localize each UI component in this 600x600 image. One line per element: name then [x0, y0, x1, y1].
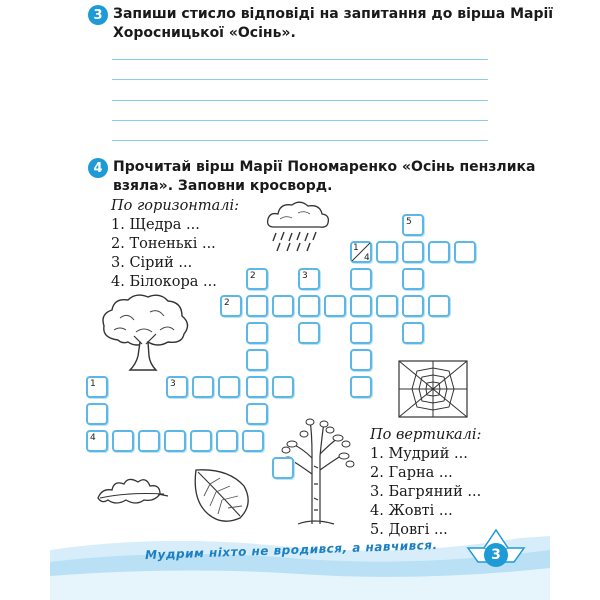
task-3-number: 3: [88, 5, 108, 25]
task-3-instruction-line1: Запиши стисло відповіді на запитання до вірша Марії: [113, 6, 554, 22]
vertical-clues-heading: По вертикалі:: [370, 427, 482, 443]
crossword-cell[interactable]: [324, 295, 346, 317]
crossword-cell[interactable]: [242, 430, 264, 452]
page-number: 3: [484, 543, 508, 567]
task-4-instruction-line2: взяла». Заповни кросворд.: [113, 178, 333, 194]
crossword-cell[interactable]: [350, 349, 372, 371]
crossword-cell[interactable]: [298, 295, 320, 317]
leaf-icon: [188, 466, 254, 526]
crossword-cell[interactable]: [350, 322, 372, 344]
oak-leaf-icon: [92, 470, 170, 510]
crossword-cell[interactable]: [350, 376, 372, 398]
crossword-cell[interactable]: [350, 268, 372, 290]
crossword-cell[interactable]: [86, 403, 108, 425]
crossword-cell[interactable]: [402, 241, 424, 263]
crossword-cell[interactable]: [246, 349, 268, 371]
crossword-number: 3: [170, 379, 176, 389]
vertical-clue-5: 5. Довгі ...: [370, 522, 448, 538]
crossword-cell[interactable]: [454, 241, 476, 263]
crossword-cell[interactable]: [218, 376, 240, 398]
answer-line-5[interactable]: [112, 140, 488, 141]
vertical-clue-1: 1. Мудрий ...: [370, 446, 468, 462]
tree-icon: [96, 292, 194, 372]
crossword-cell[interactable]: [216, 430, 238, 452]
footer-proverb: Мудрим ніхто не вродився, а навчився.: [144, 537, 438, 563]
task-4-instruction-line1: Прочитай вірш Марії Пономаренко «Осінь пензлика: [113, 159, 536, 175]
crossword-cell[interactable]: [138, 430, 160, 452]
crossword-cell[interactable]: [350, 295, 372, 317]
answer-line-4[interactable]: [112, 120, 488, 121]
crossword-number: 3: [302, 271, 308, 281]
crossword-number: 1: [353, 243, 359, 253]
horizontal-clue-1: 1. Щедра ...: [111, 217, 200, 233]
crossword-cell[interactable]: [272, 295, 294, 317]
spider-web-icon: [398, 360, 468, 418]
crossword-cell[interactable]: [164, 430, 186, 452]
crossword-cell[interactable]: [190, 430, 212, 452]
horizontal-clues: [111, 197, 239, 292]
task-4-number: 4: [88, 158, 108, 178]
crossword-cell[interactable]: [298, 322, 320, 344]
crossword-cell[interactable]: [376, 295, 398, 317]
crossword-number: 5: [406, 217, 412, 227]
crossword-cell[interactable]: [402, 322, 424, 344]
task-3-instruction-line2: Хоросницької «Осінь».: [113, 25, 296, 41]
crossword-cell[interactable]: [402, 268, 424, 290]
horizontal-clue-2: 2. Тоненькі ...: [111, 236, 216, 252]
crossword-number: 2: [250, 271, 256, 281]
crossword-cell[interactable]: [246, 376, 268, 398]
horizontal-clue-4: 4. Білокора ...: [111, 274, 217, 290]
answer-line-1[interactable]: [112, 59, 488, 60]
answer-line-3[interactable]: [112, 100, 488, 101]
crossword-cell[interactable]: [112, 430, 134, 452]
crossword-cell[interactable]: [428, 295, 450, 317]
crossword-cell[interactable]: [428, 241, 450, 263]
crossword-cell[interactable]: [272, 376, 294, 398]
crossword-cell[interactable]: [192, 376, 214, 398]
crossword-cell[interactable]: [246, 295, 268, 317]
crossword-cell[interactable]: [376, 241, 398, 263]
vertical-clue-4: 4. Жовті ...: [370, 503, 453, 519]
vertical-clue-3: 3. Багряний ...: [370, 484, 482, 500]
horizontal-clues-heading: По горизонталі:: [111, 198, 240, 214]
rain-cloud-icon: [262, 197, 334, 255]
crossword-number: 4: [90, 433, 96, 443]
horizontal-clue-3: 3. Сірий ...: [111, 255, 193, 271]
vertical-clue-2: 2. Гарна ...: [370, 465, 453, 481]
crossword-number: 2: [224, 298, 230, 308]
crossword-cell[interactable]: [246, 403, 268, 425]
crossword-cell[interactable]: [402, 295, 424, 317]
answer-line-2[interactable]: [112, 79, 488, 80]
crossword-number: 4: [364, 253, 370, 263]
crossword-cell[interactable]: [272, 457, 294, 479]
crossword-cell[interactable]: [246, 322, 268, 344]
crossword-number: 1: [90, 379, 96, 389]
